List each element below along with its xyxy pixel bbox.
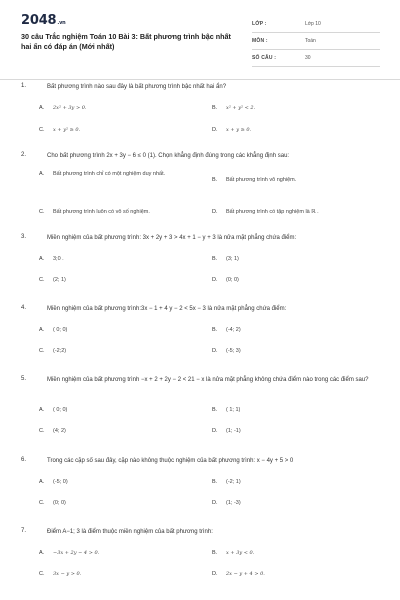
option-letter: D. <box>212 571 218 577</box>
option-text: (0; 0) <box>53 500 66 506</box>
option-letter: B. <box>212 407 218 413</box>
option-a[interactable] <box>39 549 99 557</box>
option-text: (-5; 0) <box>53 479 68 485</box>
option-letter: B. <box>212 327 218 333</box>
option-letter: C. <box>39 277 45 283</box>
site-logo[interactable] <box>21 13 66 28</box>
option-text: (3; 1) <box>226 256 239 262</box>
document-header <box>21 0 379 78</box>
option-c[interactable] <box>39 208 193 216</box>
meta-value-class: Lớp 10 <box>305 21 321 27</box>
question-number: 5. <box>21 376 27 382</box>
option-d[interactable] <box>212 126 251 134</box>
question-number: 3. <box>21 234 27 240</box>
option-letter: C. <box>39 428 45 434</box>
meta-label-subject: MÔN : <box>252 38 268 44</box>
option-text: Bất phương trình chỉ có một nghiệm duy nhất. <box>53 171 166 177</box>
option-letter: B. <box>212 177 218 183</box>
question-number: 6. <box>21 457 27 463</box>
option-b[interactable] <box>212 104 255 112</box>
option-letter: B. <box>212 479 218 485</box>
question-number: 2. <box>21 152 27 158</box>
meta-row-class <box>252 16 380 33</box>
option-text: (4; 2) <box>53 428 66 434</box>
option-letter: D. <box>212 500 218 506</box>
option-c[interactable] <box>39 499 66 507</box>
option-a[interactable] <box>39 478 68 486</box>
option-b[interactable] <box>212 255 239 263</box>
option-text: (-5; 3) <box>226 348 241 354</box>
meta-row-subject <box>252 33 380 50</box>
option-text: (-4; 2) <box>226 327 241 333</box>
option-letter: A. <box>39 171 45 177</box>
question-text: Miền nghiệm của bất phương trình:3x − 1 + 4 y − 2 < 5x − 3 là nửa mặt phẳng chứa điểm: <box>47 306 287 312</box>
question-text: Miền nghiệm của bất phương trình −x + 2 + 2y − 2 < 21 − x là nửa mặt phẳng không chứa điểm nào trong các điểm sau? <box>47 377 369 383</box>
option-d[interactable] <box>212 499 241 507</box>
option-b[interactable] <box>212 406 240 414</box>
option-letter: A. <box>39 479 45 485</box>
option-letter: C. <box>39 571 45 577</box>
option-d[interactable] <box>212 347 241 355</box>
document-title: 30 câu Trắc nghiệm Toán 10 Bài 3: Bất phương trình bậc nhất hai ẩn có đáp án (Mới nhất) <box>21 32 231 51</box>
option-text: 2x − y + 4 > 0. <box>226 571 265 577</box>
question-text: Điểm A−1; 3 là điểm thuộc miền nghiệm của bất phương trình: <box>47 529 213 535</box>
option-text: −3x + 2y − 4 > 0. <box>53 550 100 556</box>
question-number: 4. <box>21 305 27 311</box>
option-letter: D. <box>212 428 218 434</box>
meta-label-count: SỐ CÂU : <box>252 55 277 61</box>
option-text: x + y ≥ 0. <box>226 127 252 133</box>
option-letter: D. <box>212 277 218 283</box>
option-letter: D. <box>212 127 218 133</box>
header-divider <box>0 79 400 80</box>
logo-suffix: .vn <box>57 20 66 26</box>
option-a[interactable] <box>39 104 87 112</box>
question-text: Bất phương trình nào sau đây là bất phương trình bậc nhất hai ẩn? <box>47 84 227 90</box>
option-text: ( 1; 1) <box>226 407 241 413</box>
option-letter: A. <box>39 407 45 413</box>
option-a[interactable] <box>39 170 193 178</box>
option-letter: C. <box>39 209 45 215</box>
option-c[interactable] <box>39 276 66 284</box>
meta-value-count: 30 <box>305 55 311 61</box>
option-text: (-2;2) <box>53 348 67 354</box>
meta-box <box>252 16 380 67</box>
option-text: 2x² + 3y > 0. <box>53 105 87 111</box>
option-b[interactable] <box>212 549 254 557</box>
option-d[interactable] <box>212 276 239 284</box>
option-a[interactable] <box>39 406 67 414</box>
option-letter: B. <box>212 105 218 111</box>
option-text: Bất phương trình luôn có vô số nghiệm. <box>53 209 150 215</box>
option-text: x + y² ≥ 0. <box>53 127 81 133</box>
option-text: x² + y² < 2. <box>226 105 256 111</box>
meta-label-class: LỚP : <box>252 21 267 27</box>
option-b[interactable] <box>212 478 241 486</box>
option-letter: C. <box>39 127 45 133</box>
option-letter: A. <box>39 327 45 333</box>
option-letter: A. <box>39 256 45 262</box>
meta-row-count <box>252 50 380 67</box>
option-text: ( 0; 0) <box>53 407 68 413</box>
question-text: Trong các cặp số sau đây, cặp nào không thuộc nghiệm của bất phương trình: x − 4y + 5 > 0 <box>47 458 294 464</box>
option-a[interactable] <box>39 326 67 334</box>
option-b[interactable] <box>212 326 241 334</box>
option-text: Bất phương trình có tập nghiệm là ℝ . <box>226 209 319 215</box>
option-letter: C. <box>39 348 45 354</box>
option-text: (-2; 1) <box>226 479 241 485</box>
question-text: Cho bất phương trình 2x + 3y − 6 ≤ 0 (1). Chọn khẳng định đúng trong các khẳng định sau: <box>47 153 290 159</box>
option-a[interactable] <box>39 255 64 263</box>
option-d[interactable] <box>212 427 241 435</box>
option-text: 3;0 . <box>53 256 64 262</box>
option-letter: B. <box>212 550 218 556</box>
question-text: Miền nghiệm của bất phương trình: 3x + 2y + 3 > 4x + 1 − y + 3 là nửa mặt phẳng chứa điểm: <box>47 235 297 241</box>
option-text: (2; 1) <box>53 277 66 283</box>
option-letter: D. <box>212 348 218 354</box>
question-number: 7. <box>21 528 27 534</box>
option-text: x + 3y < 0. <box>226 550 255 556</box>
meta-value-subject: Toán <box>305 38 316 44</box>
option-letter: B. <box>212 256 218 262</box>
option-text: (0; 0) <box>226 277 239 283</box>
option-d[interactable] <box>212 208 366 216</box>
option-text: ( 0; 0) <box>53 327 68 333</box>
question-number: 1. <box>21 83 27 89</box>
option-letter: A. <box>39 550 45 556</box>
option-text: (1; -1) <box>226 428 241 434</box>
option-d[interactable] <box>212 570 265 578</box>
option-c[interactable] <box>39 427 66 435</box>
option-text: Bất phương trình vô nghiệm. <box>226 177 297 183</box>
option-b[interactable] <box>212 176 366 184</box>
option-c[interactable] <box>39 347 66 355</box>
option-c[interactable] <box>39 126 80 134</box>
option-letter: C. <box>39 500 45 506</box>
logo-main: 2048 <box>21 13 57 28</box>
option-text: 3x − y > 0. <box>53 571 82 577</box>
option-text: (1; -3) <box>226 500 241 506</box>
option-letter: A. <box>39 105 45 111</box>
option-letter: D. <box>212 209 218 215</box>
option-c[interactable] <box>39 570 81 578</box>
